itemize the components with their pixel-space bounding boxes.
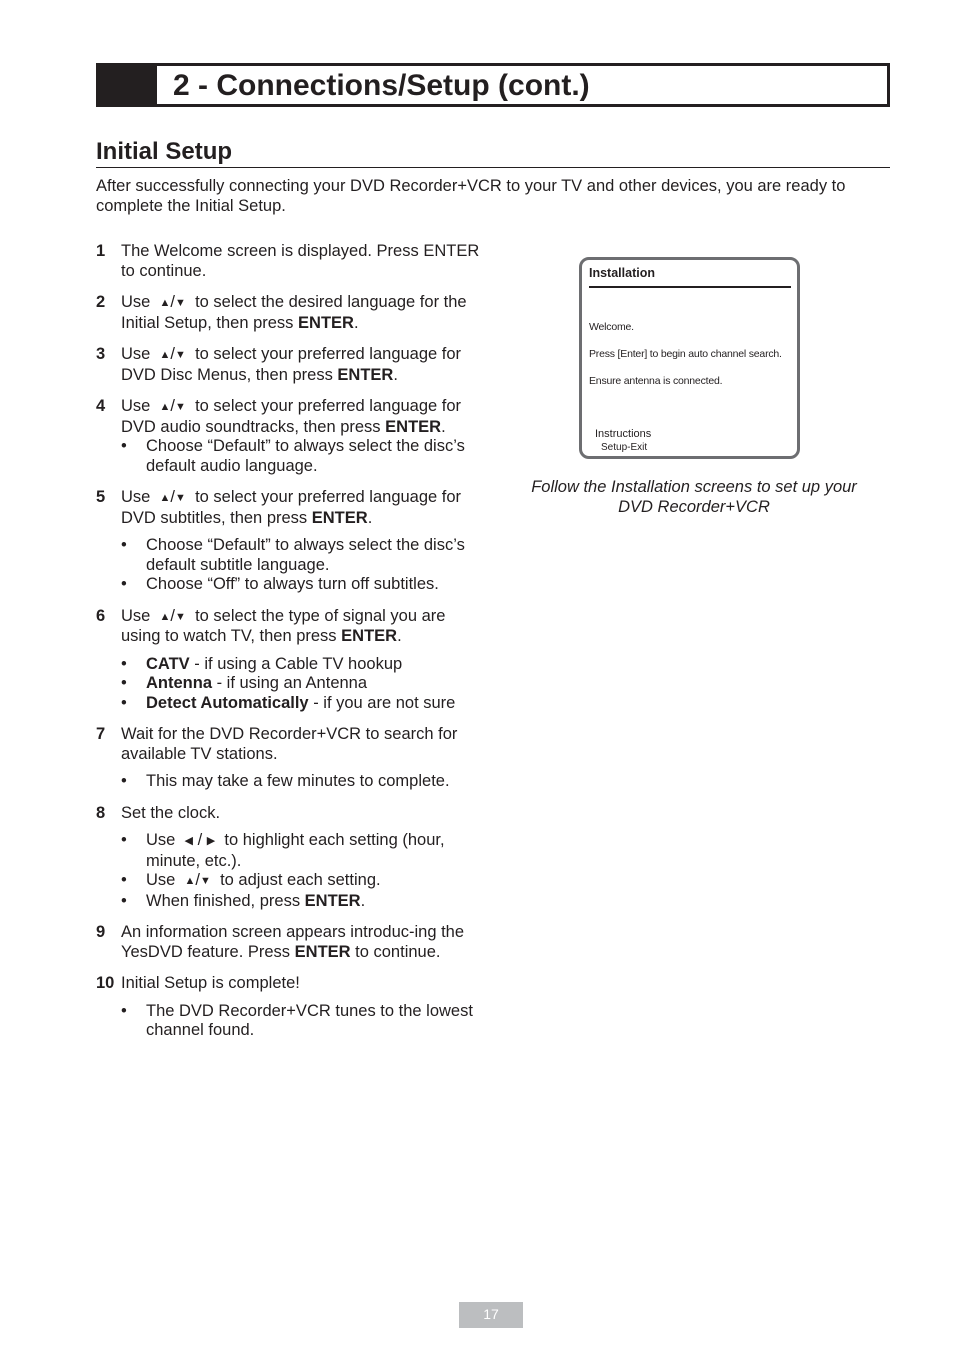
bullet-list: [121, 772, 486, 792]
step-number: 6: [96, 606, 106, 625]
section-title: Initial Setup: [96, 138, 233, 165]
step-text: Wait for the DVD Recorder+VCR to search for available TV stations.: [121, 725, 458, 763]
step-key: ENTER: [311, 508, 368, 527]
bullet-item: • This may take a few minutes to complete.: [121, 772, 486, 792]
up-arrow-icon: ▲: [159, 297, 171, 309]
step-use: Use: [121, 397, 151, 415]
option-antenna: Antenna: [146, 674, 212, 692]
step-number: 2: [96, 293, 106, 311]
step-text: to select your preferred language for DVD Disc Menus, then press: [121, 345, 462, 384]
bullet-list: [121, 536, 486, 595]
step-end: .: [353, 313, 359, 332]
bullet-item: [121, 892, 486, 912]
step-sep: /: [170, 488, 175, 506]
up-arrow-icon: ▲: [184, 875, 196, 887]
bullet-text: When finished, press: [146, 891, 301, 910]
step-key: ENTER: [294, 942, 351, 961]
bullet-item: [121, 831, 486, 871]
step-text: to select your preferred language for DVD audio soundtracks, then press: [121, 397, 462, 436]
step-sep: /: [170, 345, 175, 363]
step-number: 9: [96, 923, 106, 941]
step-use: Use: [121, 488, 151, 506]
osd-setup-exit: Setup-Exit: [601, 442, 648, 453]
step-text: to select the desired language for the Initial Setup, then press: [121, 293, 467, 332]
bullet-text: to highlight each setting (hour, minute, etc.).: [146, 831, 445, 870]
step-3: [96, 345, 486, 385]
chapter-header: [96, 63, 890, 107]
step-end: .: [397, 627, 402, 645]
bullet-use: Use: [146, 831, 176, 849]
left-arrow-icon: ◀: [184, 835, 193, 847]
steps-list: [96, 242, 486, 1053]
step-number: 3: [96, 345, 106, 363]
bullet-list: [121, 437, 486, 476]
right-arrow-icon: ▶: [206, 835, 216, 847]
osd-antenna: Ensure antenna is connected.: [589, 375, 723, 387]
step-text: to select the type of signal you are using to watch TV, then press: [121, 606, 446, 645]
bullet-sep: /: [197, 831, 203, 849]
step-1: [96, 242, 486, 281]
page-number: 17: [459, 1302, 523, 1328]
bullet-list: [121, 831, 486, 911]
step-5: [96, 488, 486, 595]
step-text: Initial Setup is complete!: [121, 974, 300, 992]
bullet-item: • The DVD Recorder+VCR tunes to the lowest channel found.: [121, 1002, 486, 1041]
section-divider: [96, 167, 890, 168]
option-desc: - if you are not sure: [308, 693, 456, 712]
step-8: [96, 804, 486, 912]
step-10: [96, 974, 486, 1041]
bullet-item: [121, 871, 486, 892]
bullet-item: [121, 655, 486, 675]
step-sep: /: [170, 293, 175, 311]
down-arrow-icon: ▼: [175, 349, 186, 361]
step-7: [96, 725, 486, 792]
step-end: .: [393, 365, 398, 384]
up-arrow-icon: ▲: [159, 401, 171, 413]
installation-screen: [579, 257, 800, 459]
step-end: .: [367, 508, 373, 527]
bullet-sep: /: [195, 871, 200, 889]
step-number: 7: [96, 725, 106, 743]
step-number: 10: [96, 974, 115, 992]
intro-paragraph: After successfully connecting your DVD Recorder+VCR to your TV and other devices, you are ready to complete the Initial Setup.: [96, 177, 846, 215]
step-number: 1: [96, 242, 106, 260]
down-arrow-icon: ▼: [175, 401, 186, 413]
osd-instructions: Instructions: [595, 428, 652, 440]
up-arrow-icon: ▲: [159, 349, 171, 361]
step-number: 5: [96, 488, 106, 506]
step-6: [96, 607, 486, 714]
down-arrow-icon: ▼: [175, 297, 186, 309]
step-text: Set the clock.: [121, 803, 221, 822]
bullet-list: [121, 1002, 486, 1041]
step-2: [96, 293, 486, 333]
step-4: [96, 397, 486, 476]
step-key: ENTER: [298, 313, 354, 332]
step-use: Use: [121, 345, 151, 363]
step-text: The Welcome screen is displayed. Press ENTER to continue.: [121, 242, 480, 280]
step-9: [96, 923, 486, 962]
osd-press-enter: Press [Enter] to begin auto channel search.: [589, 348, 782, 360]
step-end: .: [441, 417, 446, 436]
option-detect: Detect Automatically: [146, 693, 309, 712]
chapter-title: 2 - Connections/Setup (cont.): [173, 69, 590, 102]
down-arrow-icon: ▼: [175, 492, 186, 504]
option-desc: - if using an Antenna: [212, 674, 368, 692]
bullet-key: ENTER: [304, 891, 361, 910]
down-arrow-icon: ▼: [175, 610, 186, 623]
step-text: An information screen appears introduc-ing the YesDVD feature. Press: [121, 923, 465, 961]
step-sep: /: [170, 397, 175, 415]
step-end: to continue.: [350, 942, 441, 961]
osd-title: Installation: [589, 266, 655, 280]
option-catv: CATV: [146, 654, 190, 673]
step-number: 4: [96, 397, 106, 415]
up-arrow-icon: ▲: [159, 610, 171, 623]
up-arrow-icon: ▲: [159, 492, 171, 504]
bullet-list: [121, 655, 486, 714]
step-sep: /: [170, 606, 175, 625]
chapter-block: [99, 66, 157, 104]
bullet-item: • Choose “Default” to always select the disc’s default audio language.: [121, 437, 486, 476]
bullet-text: to adjust each setting.: [220, 871, 381, 889]
bullet-end: .: [360, 891, 366, 910]
bullet-item: [121, 674, 486, 694]
step-key: ENTER: [385, 417, 442, 436]
step-text: to select your preferred language for DVD subtitles, then press: [121, 488, 462, 527]
osd-divider: [589, 286, 791, 288]
bullet-use: Use: [146, 871, 176, 889]
figure-caption: Follow the Installation screens to set up your DVD Recorder+VCR: [531, 478, 857, 516]
step-key: ENTER: [341, 627, 398, 645]
step-use: Use: [121, 606, 151, 625]
bullet-item: • Choose “Default” to always select the disc’s default subtitle language.: [121, 536, 486, 575]
bullet-item: • Choose “Off” to always turn off subtitles.: [121, 575, 486, 595]
option-desc: - if using a Cable TV hookup: [189, 654, 403, 673]
step-use: Use: [121, 293, 151, 311]
step-number: 8: [96, 803, 106, 822]
bullet-item: [121, 694, 486, 714]
osd-welcome: Welcome.: [589, 321, 634, 333]
step-key: ENTER: [337, 365, 394, 384]
down-arrow-icon: ▼: [200, 875, 211, 887]
